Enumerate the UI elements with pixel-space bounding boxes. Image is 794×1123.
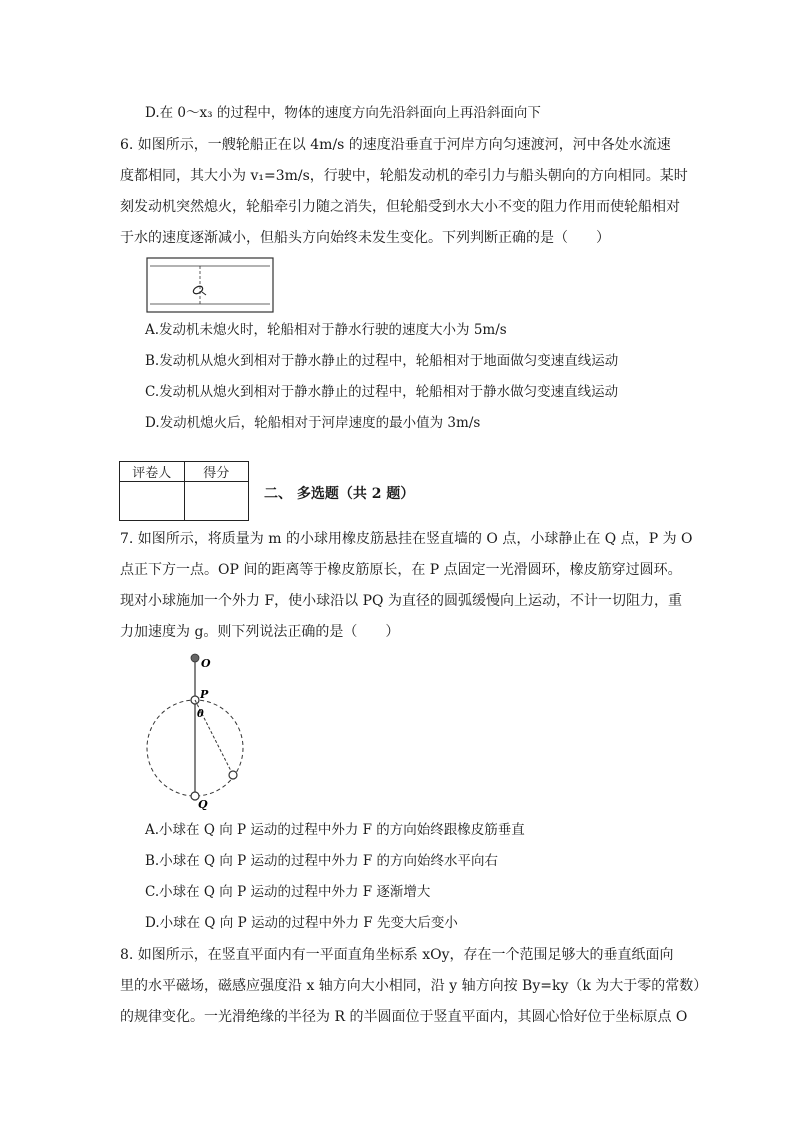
o-point-icon — [191, 654, 199, 662]
q7-ring-figure — [140, 648, 250, 810]
section-title: 二、 多选题（共 2 题） — [264, 486, 415, 502]
q7-stem-line-1: 7. 如图所示，将质量为 m 的小球用橡皮筋悬挂在竖直墙的 O 点，小球静止在 Q 点，P 为 O — [120, 531, 693, 547]
q6-stem-line-2: 度都相同，其大小为 v₁=3m/s，行驶中，轮船发动机的牵引力与船头朝向的方向相同。某时 — [120, 168, 688, 184]
q6-stem-line-4: 于水的速度逐渐减小，但船头方向始终未发生变化。下列判断正确的是（ ） — [120, 230, 610, 246]
label-o: O — [201, 657, 211, 670]
q6-option-c: C.发动机从熄火到相对于静水静止的过程中，轮船相对于静水做匀变速直线运动 — [145, 384, 619, 400]
q6-option-d: D.发动机熄火后，轮船相对于河岸速度的最小值为 3m/s — [145, 415, 481, 431]
q7-stem-line-2: 点正下方一点。OP 间的距离等于橡皮筋原长，在 P 点固定一光滑圆环，橡皮筋穿过圆环。 — [120, 562, 682, 578]
label-theta: θ — [197, 709, 204, 720]
label-p: P — [200, 688, 209, 701]
q7-option-c: C.小球在 Q 向 P 运动的过程中外力 F 逐渐增大 — [145, 884, 431, 900]
q6-stem-line-1: 6. 如图所示，一艘轮船正在以 4m/s 的速度沿垂直于河岸方向匀速渡河，河中各处水流速 — [120, 137, 671, 153]
q6-stem-line-3: 刻发动机突然熄火，轮船牵引力随之消失，但轮船受到水大小不变的阻力作用而使轮船相对 — [120, 199, 680, 215]
q6-option-b: B.发动机从熄火到相对于静水静止的过程中，轮船相对于地面做匀变速直线运动 — [145, 353, 619, 369]
score-table-grader-cell — [120, 482, 185, 521]
score-table — [119, 461, 249, 521]
label-q: Q — [198, 798, 208, 810]
q7-option-a: A.小球在 Q 向 P 运动的过程中外力 F 的方向始终跟橡皮筋垂直 — [145, 822, 525, 838]
q6-option-a: A.发动机未熄火时，轮船相对于静水行驶的速度大小为 5m/s — [145, 322, 507, 338]
boat-icon — [192, 285, 204, 296]
q6-river-figure — [146, 257, 274, 313]
ball-icon — [229, 771, 237, 779]
q8-stem-line-2: 里的水平磁场，磁感应强度沿 x 轴方向大小相同，沿 y 轴方向按 By=ky（k 为大于零的常数） — [120, 978, 708, 994]
q7-stem-line-3: 现对小球施加一个外力 F，使小球沿以 PQ 为直径的圆弧缓慢向上运动，不计一切阻力，重 — [120, 593, 682, 609]
score-table-grader-header: 评卷人 — [120, 462, 185, 482]
q8-stem-line-1: 8. 如图所示，在竖直平面内有一平面直角坐标系 xOy，存在一个范围足够大的垂直纸面向 — [120, 947, 674, 963]
score-table-score-cell — [184, 482, 249, 521]
q8-stem-line-3: 的规律变化。一光滑绝缘的半径为 R 的半圆面位于竖直平面内，其圆心恰好位于坐标原点 O — [120, 1009, 688, 1025]
q5-option-d: D.在 0～x₃ 的过程中，物体的速度方向先沿斜面向上再沿斜面向下 — [145, 105, 541, 121]
q7-stem-line-4: 力加速度为 g。则下列说法正确的是（ ） — [120, 624, 400, 640]
q7-option-b: B.小球在 Q 向 P 运动的过程中外力 F 的方向始终水平向右 — [145, 853, 498, 869]
score-table-score-header: 得分 — [184, 462, 249, 482]
q7-option-d: D.小球在 Q 向 P 运动的过程中外力 F 先变大后变小 — [145, 915, 458, 931]
